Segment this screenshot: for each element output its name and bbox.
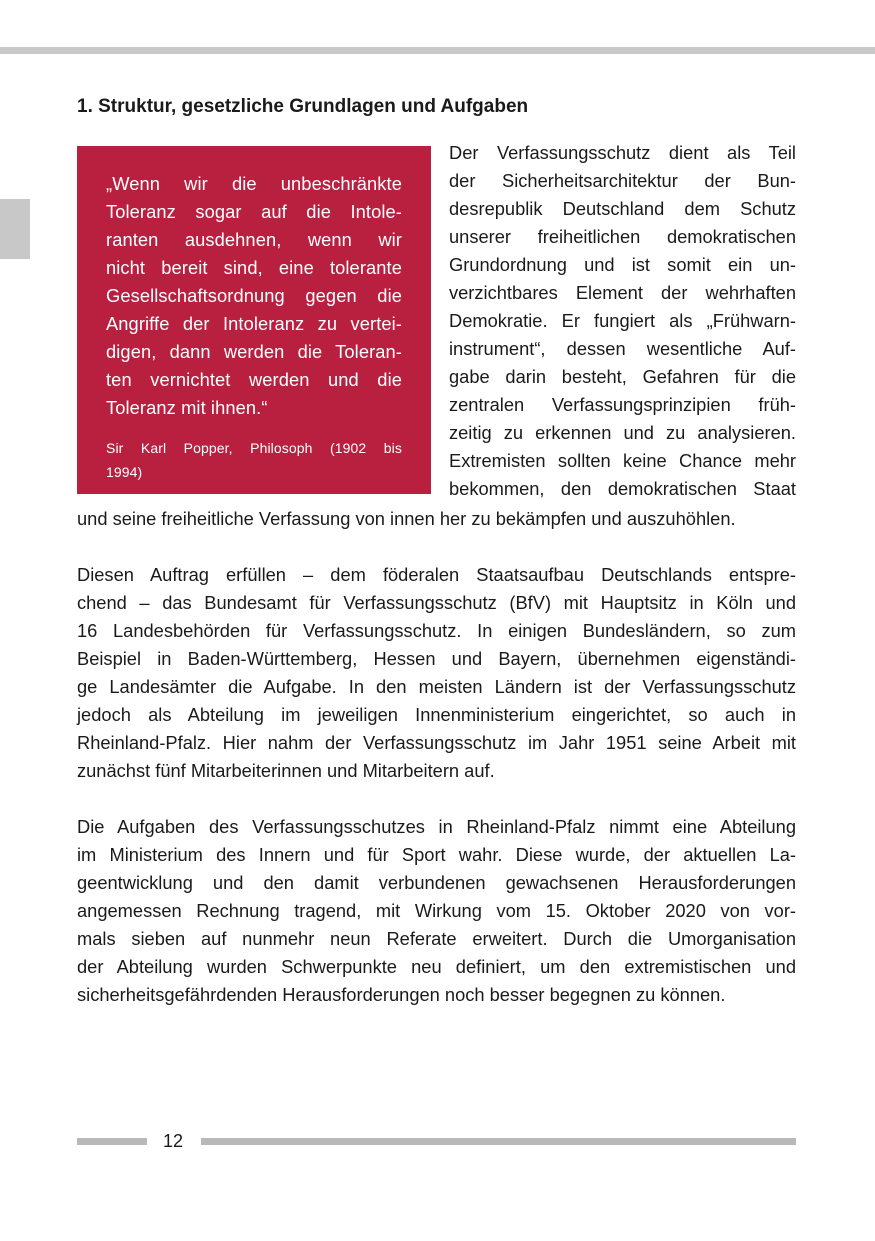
text-line: geentwicklung und den damit verbundenen gewachsenen Herausforderungen (77, 872, 796, 893)
text-line: desrepublik Deutschland dem Schutz (449, 198, 796, 219)
quote-line: „Wenn wir die unbeschränkte (106, 173, 402, 194)
text-line: angemessen Rechnung tragend, mit Wirkung vom 15. Oktober 2020 von vor- (77, 900, 796, 921)
text-line: chend – das Bundesamt für Verfassungsschutz (BfV) mit Hauptsitz in Köln und (77, 592, 796, 613)
quote-line: ten vernichtet werden und die (106, 369, 402, 390)
text-line: im Ministerium des Innern und für Sport wahr. Diese wurde, der aktuellen La- (77, 844, 796, 865)
section-heading: 1. Struktur, gesetzliche Grundlagen und Aufgaben (77, 96, 529, 117)
quote-line: Angriffe der Intoleranz zu vertei- (106, 313, 402, 334)
text-line: Rheinland-Pfalz. Hier nahm der Verfassungsschutz im Jahr 1951 seine Arbeit mit (77, 732, 796, 753)
quote-line: nicht bereit sind, eine tolerante (106, 257, 402, 278)
text-line: Grundordnung und ist somit ein un- (449, 254, 796, 275)
text-line: zunächst fünf Mitarbeiterinnen und Mitarbeitern auf. (77, 760, 495, 781)
text-line: ge Landesämter die Aufgabe. In den meisten Ländern ist der Verfassungsschutz (77, 676, 796, 697)
text-line: und seine freiheitliche Verfassung von innen her zu bekämpfen und auszuhöhlen. (77, 508, 736, 529)
text-line: Beispiel in Baden-Württemberg, Hessen und Bayern, übernehmen eigenständi- (77, 648, 796, 669)
text-line: bekommen, den demokratischen Staat (449, 478, 796, 499)
text-line: mals sieben auf nunmehr neun Referate erweitert. Durch die Umorganisation (77, 928, 796, 949)
footer-rule-left (77, 1138, 147, 1145)
quote-attribution (106, 436, 402, 484)
text-line: Extremisten sollten keine Chance mehr (449, 450, 796, 471)
text-line: zeitig zu erkennen und zu analysieren. (449, 422, 796, 443)
footer-rule-right (201, 1138, 796, 1145)
text-line: unserer freiheitlichen demokratischen (449, 226, 796, 247)
text-line: Die Aufgaben des Verfassungsschutzes in Rheinland-Pfalz nimmt eine Abteilung (77, 816, 796, 837)
attribution-line: 1994) (106, 464, 143, 480)
text-line: instrument“, dessen wesentliche Auf- (449, 338, 796, 359)
pull-quote-box (77, 146, 431, 494)
side-tab-marker (0, 199, 30, 259)
text-line: 16 Landesbehörden für Verfassungsschutz. In einigen Bundesländern, so zum (77, 620, 796, 641)
quote-line: Gesellschaftsordnung gegen die (106, 285, 402, 306)
quote-line: Toleranz sogar auf die Intole- (106, 201, 402, 222)
header-rule (0, 47, 875, 54)
text-line: gabe darin besteht, Gefahren für die (449, 366, 796, 387)
page-number: 12 (163, 1131, 184, 1151)
text-line: Diesen Auftrag erfüllen – dem föderalen Staatsaufbau Deutschlands entspre- (77, 564, 796, 585)
quote-line: ranten ausdehnen, wenn wir (106, 229, 402, 250)
text-line: zentralen Verfassungsprinzipien früh- (449, 394, 796, 415)
text-line: Demokratie. Er fungiert als „Frühwarn- (449, 310, 796, 331)
attribution-line: Sir Karl Popper, Philosoph (1902 bis (106, 440, 402, 456)
text-line: der Sicherheitsarchitektur der Bun- (449, 170, 796, 191)
text-line: Der Verfassungsschutz dient als Teil (449, 142, 796, 163)
quote-line: Toleranz mit ihnen.“ (106, 397, 268, 418)
text-line: verzichtbares Element der wehrhaften (449, 282, 796, 303)
text-line: jedoch als Abteilung im jeweiligen Innenministerium eingerichtet, so auch in (77, 704, 796, 725)
text-line: der Abteilung wurden Schwerpunkte neu definiert, um den extremistischen und (77, 956, 796, 977)
text-line: sicherheitsgefährdenden Herausforderungen noch besser begegnen zu können. (77, 984, 726, 1005)
quote-line: digen, dann werden die Toleran- (106, 341, 402, 362)
